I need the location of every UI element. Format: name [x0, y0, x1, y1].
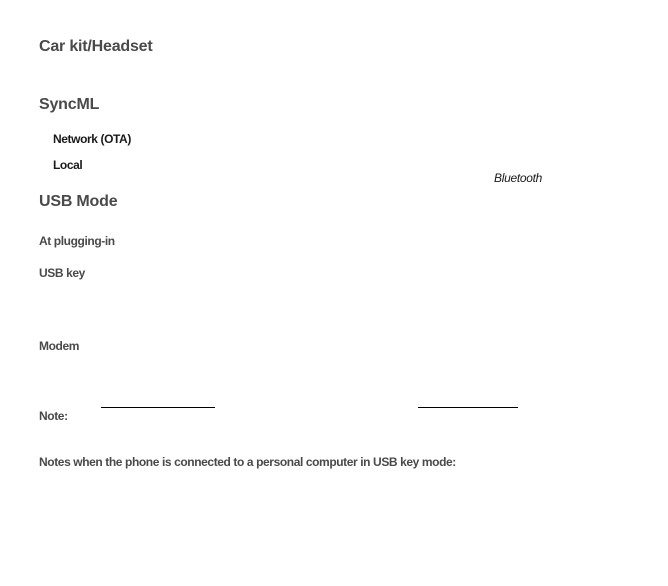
label-usb-key: USB key	[39, 266, 85, 280]
label-note: Note:	[39, 409, 68, 423]
notes-usb-key-mode-heading: Notes when the phone is connected to a personal computer in USB key mode:	[39, 455, 456, 469]
label-modem: Modem	[39, 339, 80, 353]
horizontal-rule-left	[101, 407, 215, 408]
heading-car-kit-headset: Car kit/Headset	[39, 38, 153, 55]
horizontal-rule-right	[418, 407, 518, 408]
syncml-item-network-ota: Network (OTA)	[53, 132, 131, 146]
label-at-plugging-in: At plugging-in	[39, 234, 115, 248]
heading-syncml: SyncML	[39, 96, 100, 113]
heading-usb-mode: USB Mode	[39, 193, 118, 210]
bluetooth-term: Bluetooth	[494, 171, 543, 185]
syncml-item-local: Local	[53, 158, 83, 172]
